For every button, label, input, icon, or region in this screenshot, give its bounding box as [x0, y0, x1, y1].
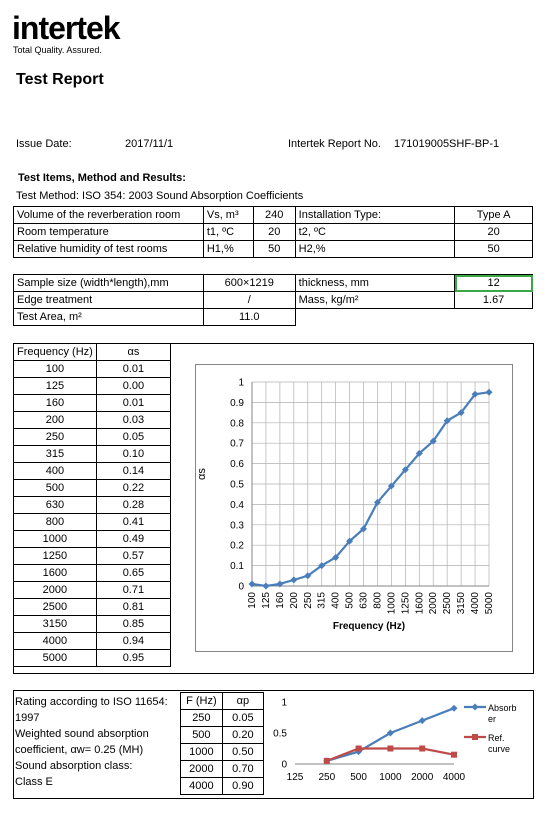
mass-value: 1.67 — [455, 292, 533, 309]
alpha-cell: 0.65 — [96, 565, 170, 582]
alpha-p-header: αp — [222, 693, 263, 710]
sample-table — [13, 274, 533, 326]
table-row — [14, 548, 171, 565]
condition-label: Room temperature — [14, 224, 204, 241]
table-row — [181, 710, 264, 727]
alpha-cell: 0.49 — [96, 531, 170, 548]
table-row — [14, 361, 171, 378]
legend-label: Ref. curve — [488, 733, 511, 754]
table-row — [14, 497, 171, 514]
y-tick-label: 0.3 — [230, 520, 244, 532]
alpha-cell: 0.94 — [96, 633, 170, 650]
rating-text — [15, 694, 168, 790]
mass-label: Mass, kg/m² — [295, 292, 455, 309]
report-number-value: 171019005SHF-BP-1 — [394, 138, 500, 150]
table-row — [14, 344, 171, 361]
x-tick-label: 3150 — [456, 592, 468, 615]
alpha-cell: 0.22 — [96, 480, 170, 497]
issue-date-label: Issue Date: — [16, 138, 72, 150]
rating-line: 1997 — [15, 712, 40, 724]
alpha-cell: 0.71 — [96, 582, 170, 599]
x-tick-label: 500 — [344, 592, 356, 609]
y-tick-label: 0 — [238, 581, 244, 593]
table-row — [14, 395, 171, 412]
y-tick-label: 0.9 — [230, 397, 244, 409]
x-tick-label: 1000 — [386, 592, 398, 615]
test-method-line: Test Method: ISO 354: 2003 Sound Absorption Coefficients — [16, 190, 304, 202]
rating-frequency-cell: 1000 — [181, 744, 223, 761]
frequency-cell: 2500 — [14, 599, 97, 616]
condition-label: H2,% — [295, 241, 455, 258]
rating-line: coefficient, αw= 0.25 (MH) — [15, 744, 144, 756]
condition-label: Relative humidity of test rooms — [14, 241, 204, 258]
x-tick-label: 5000 — [484, 592, 495, 615]
issue-date-value: 2017/11/1 — [125, 138, 174, 150]
rating-frequency-cell: 500 — [181, 727, 223, 744]
x-axis-label: Frequency (Hz) — [332, 621, 406, 632]
frequency-cell: 4000 — [14, 633, 97, 650]
conditions-table — [13, 206, 533, 258]
y-tick-label: 1 — [238, 377, 244, 389]
rating-alpha-cell: 0.90 — [222, 778, 263, 795]
frequency-cell: 500 — [14, 480, 97, 497]
table-row — [14, 207, 533, 224]
y-tick-label: 0.5 — [273, 728, 287, 740]
frequency-cell: 400 — [14, 463, 97, 480]
alpha-cell: 0.03 — [96, 412, 170, 429]
frequency-cell: 315 — [14, 446, 97, 463]
table-row — [14, 224, 533, 241]
y-tick-label: 0 — [281, 759, 287, 771]
frequency-cell: 2000 — [14, 582, 97, 599]
table-row — [181, 693, 264, 710]
table-row — [14, 480, 171, 497]
x-tick-label: 500 — [350, 772, 367, 783]
table-row — [14, 582, 171, 599]
edge-treatment-label: Edge treatment — [14, 292, 204, 309]
rating-alpha-cell: 0.20 — [222, 727, 263, 744]
condition-value: 240 — [253, 207, 295, 224]
frequency-cell: 250 — [14, 429, 97, 446]
sample-size-label: Sample size (width*length),mm — [14, 275, 204, 292]
condition-label: Installation Type: — [295, 207, 455, 224]
frequency-cell: 630 — [14, 497, 97, 514]
x-tick-label: 125 — [286, 772, 304, 783]
alpha-cell: 0.01 — [96, 395, 170, 412]
table-row — [14, 616, 171, 633]
table-row — [14, 446, 171, 463]
test-area-value: 11.0 — [203, 309, 295, 326]
x-tick-label: 1250 — [400, 592, 412, 615]
data-point — [387, 746, 393, 752]
table-row — [14, 292, 533, 309]
table-row — [181, 778, 264, 795]
alpha-cell: 0.01 — [96, 361, 170, 378]
thickness-value: 12 — [455, 275, 533, 292]
frequency-header: Frequency (Hz) — [14, 344, 97, 361]
table-row — [181, 761, 264, 778]
x-tick-label: 4000 — [470, 592, 482, 615]
rating-alpha-cell: 0.50 — [222, 744, 263, 761]
condition-unit: H1,% — [203, 241, 253, 258]
alpha-header: αs — [96, 344, 170, 361]
alpha-cell: 0.28 — [96, 497, 170, 514]
frequency-cell: 1000 — [14, 531, 97, 548]
condition-value: 20 — [455, 224, 533, 241]
table-row — [14, 531, 171, 548]
table-row — [14, 378, 171, 395]
frequency-cell: 200 — [14, 412, 97, 429]
absorption-chart — [195, 364, 513, 652]
frequency-cell: 1250 — [14, 548, 97, 565]
rating-line: Rating according to ISO 11654: — [15, 696, 168, 708]
rating-line: Weighted sound absorption — [15, 728, 149, 740]
table-row — [181, 744, 264, 761]
y-tick-label: 0.2 — [230, 540, 244, 552]
table-row — [14, 599, 171, 616]
data-point — [419, 746, 425, 752]
frequency-cell: 1600 — [14, 565, 97, 582]
data-point — [451, 752, 457, 758]
condition-unit: t1, ºC — [203, 224, 253, 241]
rating-line: Class E — [15, 776, 53, 788]
frequency-cell: 160 — [14, 395, 97, 412]
logo-tagline: Total Quality. Assured. — [13, 45, 102, 55]
table-row — [14, 241, 533, 258]
sample-size-value: 600×1219 — [203, 275, 295, 292]
frequency-cell: 3150 — [14, 616, 97, 633]
x-tick-label: 630 — [358, 592, 370, 609]
y-tick-label: 0.4 — [230, 499, 244, 511]
rating-frequency-cell: 250 — [181, 710, 223, 727]
x-tick-label: 250 — [318, 772, 336, 783]
frequency-cell: 125 — [14, 378, 97, 395]
data-point — [356, 746, 362, 752]
condition-label: Volume of the reverberation room — [14, 207, 204, 224]
f-header: F (Hz) — [181, 693, 223, 710]
y-tick-label: 0.5 — [230, 479, 244, 491]
x-tick-label: 2000 — [411, 772, 434, 783]
table-row — [14, 275, 533, 292]
y-tick-label: 0.6 — [230, 459, 244, 471]
thickness-label: thickness, mm — [295, 275, 455, 292]
condition-value: 20 — [253, 224, 295, 241]
condition-label: t2, ºC — [295, 224, 455, 241]
legend-label: Absorb er — [488, 703, 517, 724]
legend-marker — [472, 734, 478, 740]
x-tick-label: 1000 — [379, 772, 402, 783]
x-tick-label: 4000 — [442, 772, 466, 783]
rating-chart — [268, 693, 531, 795]
y-axis-label: αs — [196, 468, 208, 480]
alpha-cell: 0.41 — [96, 514, 170, 531]
y-tick-label: 0.8 — [230, 418, 244, 430]
table-row — [14, 309, 533, 326]
table-row — [14, 650, 171, 667]
table-row — [181, 727, 264, 744]
y-tick-label: 1 — [281, 697, 287, 709]
alpha-cell: 0.14 — [96, 463, 170, 480]
alpha-cell: 0.00 — [96, 378, 170, 395]
x-tick-label: 315 — [316, 592, 328, 609]
page-title: Test Report — [16, 71, 104, 88]
x-tick-label: 160 — [274, 592, 286, 609]
test-area-label: Test Area, m² — [14, 309, 204, 326]
data-point — [419, 717, 426, 724]
frequency-cell: 5000 — [14, 650, 97, 667]
empty-cell — [455, 309, 533, 326]
report-number-label: Intertek Report No. — [288, 138, 381, 150]
x-tick-label: 100 — [247, 592, 258, 609]
table-row — [14, 463, 171, 480]
rating-line: Sound absorption class: — [15, 760, 133, 772]
x-tick-label: 800 — [372, 592, 384, 609]
x-tick-label: 400 — [330, 592, 342, 609]
table-row — [14, 429, 171, 446]
rating-alpha-cell: 0.05 — [222, 710, 263, 727]
x-tick-label: 125 — [260, 592, 272, 609]
frequency-table — [13, 343, 171, 667]
frequency-cell: 800 — [14, 514, 97, 531]
edge-treatment-value: / — [203, 292, 295, 309]
empty-cell — [295, 309, 455, 326]
table-row — [14, 514, 171, 531]
alpha-cell: 0.81 — [96, 599, 170, 616]
frequency-cell: 100 — [14, 361, 97, 378]
rating-table — [180, 692, 264, 795]
alpha-cell: 0.85 — [96, 616, 170, 633]
alpha-cell: 0.57 — [96, 548, 170, 565]
condition-value: 50 — [253, 241, 295, 258]
alpha-cell: 0.05 — [96, 429, 170, 446]
test-items-heading: Test Items, Method and Results: — [18, 172, 186, 184]
condition-unit: Vs, m³ — [203, 207, 253, 224]
y-tick-label: 0.1 — [230, 561, 244, 573]
x-tick-label: 2500 — [442, 592, 454, 615]
table-row — [14, 565, 171, 582]
x-tick-label: 2000 — [428, 592, 440, 615]
condition-value: 50 — [455, 241, 533, 258]
rating-frequency-cell: 2000 — [181, 761, 223, 778]
rating-frequency-cell: 4000 — [181, 778, 223, 795]
company-logo: intertek — [12, 10, 120, 46]
rating-alpha-cell: 0.70 — [222, 761, 263, 778]
data-point — [451, 705, 458, 712]
alpha-cell: 0.10 — [96, 446, 170, 463]
data-point — [324, 758, 330, 764]
table-row — [14, 412, 171, 429]
legend-marker — [472, 704, 479, 711]
condition-value: Type A — [455, 207, 533, 224]
table-row — [14, 633, 171, 650]
x-tick-label: 1600 — [414, 592, 426, 615]
x-tick-label: 200 — [288, 592, 300, 609]
y-tick-label: 0.7 — [230, 438, 244, 450]
alpha-cell: 0.95 — [96, 650, 170, 667]
x-tick-label: 250 — [302, 592, 314, 609]
